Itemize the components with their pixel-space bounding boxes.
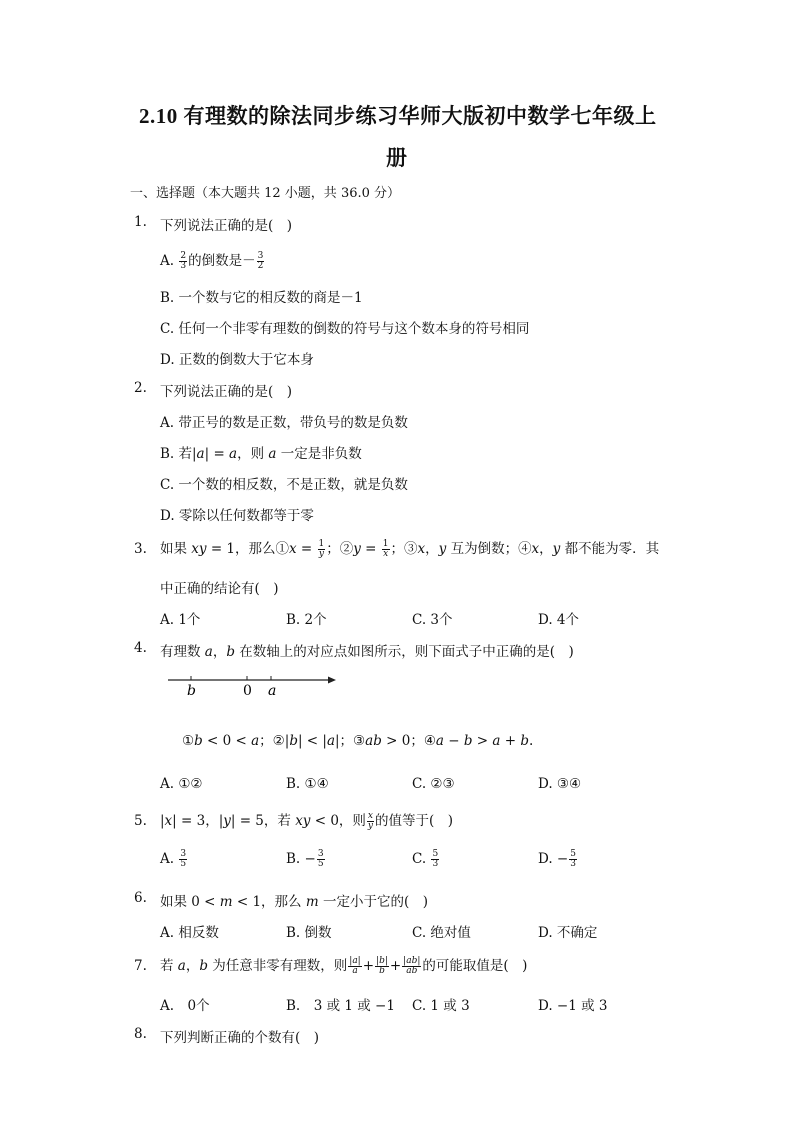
q7-fraction-1: $\frac{\text{|𝑎|}}{\text{𝑎}}$ <box>349 956 361 976</box>
q5-option-a[interactable]: A. $\frac{3}{5}$ <box>160 849 187 869</box>
q4-stem: 有理数 𝑎，𝑏 在数轴上的对应点如图所示，则下面式子中正确的是( ) <box>160 644 574 660</box>
q4-option-c[interactable]: C. ②③ <box>412 776 455 792</box>
q7-fraction-3: $\frac{\text{|𝑎𝑏|}}{\text{𝑎𝑏}}$ <box>403 956 421 976</box>
q6-option-d[interactable]: D. 不确定 <box>538 925 598 941</box>
q1-stem: 下列说法正确的是( ) <box>160 218 293 234</box>
q4-option-b[interactable]: B. ①④ <box>286 776 329 792</box>
q1-option-c[interactable]: C. 任何一个非零有理数的倒数的符号与这个数本身的符号相同 <box>160 321 530 337</box>
page-title-line2: 册 <box>386 146 408 170</box>
page-title-line1: 2.10 有理数的除法同步练习华师大版初中数学七年级上 <box>139 104 657 128</box>
q2-option-a[interactable]: A. 带正号的数是正数，带负号的数是负数 <box>160 415 408 431</box>
q2-option-d[interactable]: D. 零除以任何数都等于零 <box>160 508 314 524</box>
label-0: 0 <box>243 683 252 699</box>
q7-option-a[interactable]: A. 0个 <box>160 998 210 1014</box>
q3-stem-line2: 中正确的结论有( ) <box>160 581 279 597</box>
q5-option-c[interactable]: C. $\frac{5}{3}$ <box>412 849 439 869</box>
q7-option-c[interactable]: C. 1 或 3 <box>412 998 470 1014</box>
q3-number: 3. <box>134 541 147 557</box>
section-header: 一、选择题（本大题共 12 小题，共 36.0 分） <box>130 186 401 201</box>
q3-option-b[interactable]: B. 2个 <box>286 612 327 628</box>
label-b: 𝑏 <box>187 683 196 699</box>
q5-fraction: $\frac{\text{𝑥}}{\text{𝑦}}$ <box>367 811 374 831</box>
q1-a-fraction-1: $\frac{2}{3}$ <box>180 251 187 271</box>
q1-number: 1. <box>134 214 147 230</box>
q2-option-c[interactable]: C. 一个数的相反数，不是正数，就是负数 <box>160 477 408 493</box>
q7-fraction-2: $\frac{\text{|𝑏|}}{\text{𝑏}}$ <box>376 956 388 976</box>
label-a: 𝑎 <box>268 683 277 699</box>
q5-option-d[interactable]: D. − $\frac{5}{3}$ <box>538 849 576 869</box>
q5-stem: |𝑥| = 3，|𝑦| = 5，若 𝑥𝑦 < 0，则 $\frac{\text{𝑥}}{\text{𝑦}}$ 的值等于( ) <box>160 811 454 831</box>
q3-option-d[interactable]: D. 4个 <box>538 612 580 628</box>
q6-option-a[interactable]: A. 相反数 <box>160 925 219 941</box>
q4-option-d[interactable]: D. ③④ <box>538 776 582 792</box>
q5-number: 5. <box>134 813 147 829</box>
q7-number: 7. <box>134 958 147 974</box>
number-line-figure <box>160 672 350 702</box>
q8-number: 8. <box>134 1026 147 1042</box>
q3-fraction-2: $\frac{1}{\text{𝑥}}$ <box>382 539 389 559</box>
q6-stem: 如果 0 < 𝑚 < 1，那么 𝑚 一定小于它的( ) <box>160 894 428 910</box>
q6-option-c[interactable]: C. 绝对值 <box>412 925 471 941</box>
q3-stem-line1: 如果 𝑥𝑦 = 1，那么①𝑥 = $\frac{1}{\text{𝑦}}$ ；②𝑦 = $\frac{1}{\text{𝑥}}$ ；③𝑥，𝑦 互为倒数；④𝑥，𝑦 都不能为零．其 <box>160 539 660 559</box>
number-line-arrowhead <box>328 677 336 684</box>
q8-stem: 下列判断正确的个数有( ) <box>160 1030 320 1046</box>
q2-number: 2. <box>134 380 147 396</box>
q7-stem: 若 𝑎，𝑏 为任意非零有理数，则 $\frac{\text{|𝑎|}}{\text{𝑎}}$ + $\frac{\text{|𝑏|}}{\text{𝑏}}$ + $\frac{\text{|𝑎𝑏|}}{\text{𝑎𝑏}}$ 的可能取值是( ) <box>160 956 528 976</box>
q6-option-b[interactable]: B. 倒数 <box>286 925 332 941</box>
q1-option-a[interactable]: A. $\frac{2}{3}$ 的倒数是－ $\frac{3}{2}$ <box>160 251 264 271</box>
q4-number: 4. <box>134 640 147 656</box>
q7-option-b[interactable]: B. 3 或 1 或 −1 <box>286 998 395 1014</box>
q4-expression: ①𝑏 < 0 < 𝑎；②|𝑏| < |𝑎|；③𝑎𝑏 > 0；④𝑎 − 𝑏 > 𝑎 + 𝑏. <box>182 733 534 749</box>
q4-option-a[interactable]: A. ①② <box>160 776 203 792</box>
q2-option-b[interactable]: B. 若|𝑎| = 𝑎，则 𝑎 一定是非负数 <box>160 446 362 462</box>
q3-option-a[interactable]: A. 1个 <box>160 612 201 628</box>
q1-option-d[interactable]: D. 正数的倒数大于它本身 <box>160 352 314 368</box>
q1-a-fraction-2: $\frac{3}{2}$ <box>257 251 264 271</box>
q5-option-b[interactable]: B. − $\frac{3}{5}$ <box>286 849 324 869</box>
q6-number: 6. <box>134 890 147 906</box>
q3-option-c[interactable]: C. 3个 <box>412 612 453 628</box>
q7-option-d[interactable]: D. −1 或 3 <box>538 998 608 1014</box>
q3-fraction-1: $\frac{1}{\text{𝑦}}$ <box>318 539 325 559</box>
q2-stem: 下列说法正确的是( ) <box>160 384 293 400</box>
q1-option-b[interactable]: B. 一个数与它的相反数的商是－1 <box>160 290 363 306</box>
